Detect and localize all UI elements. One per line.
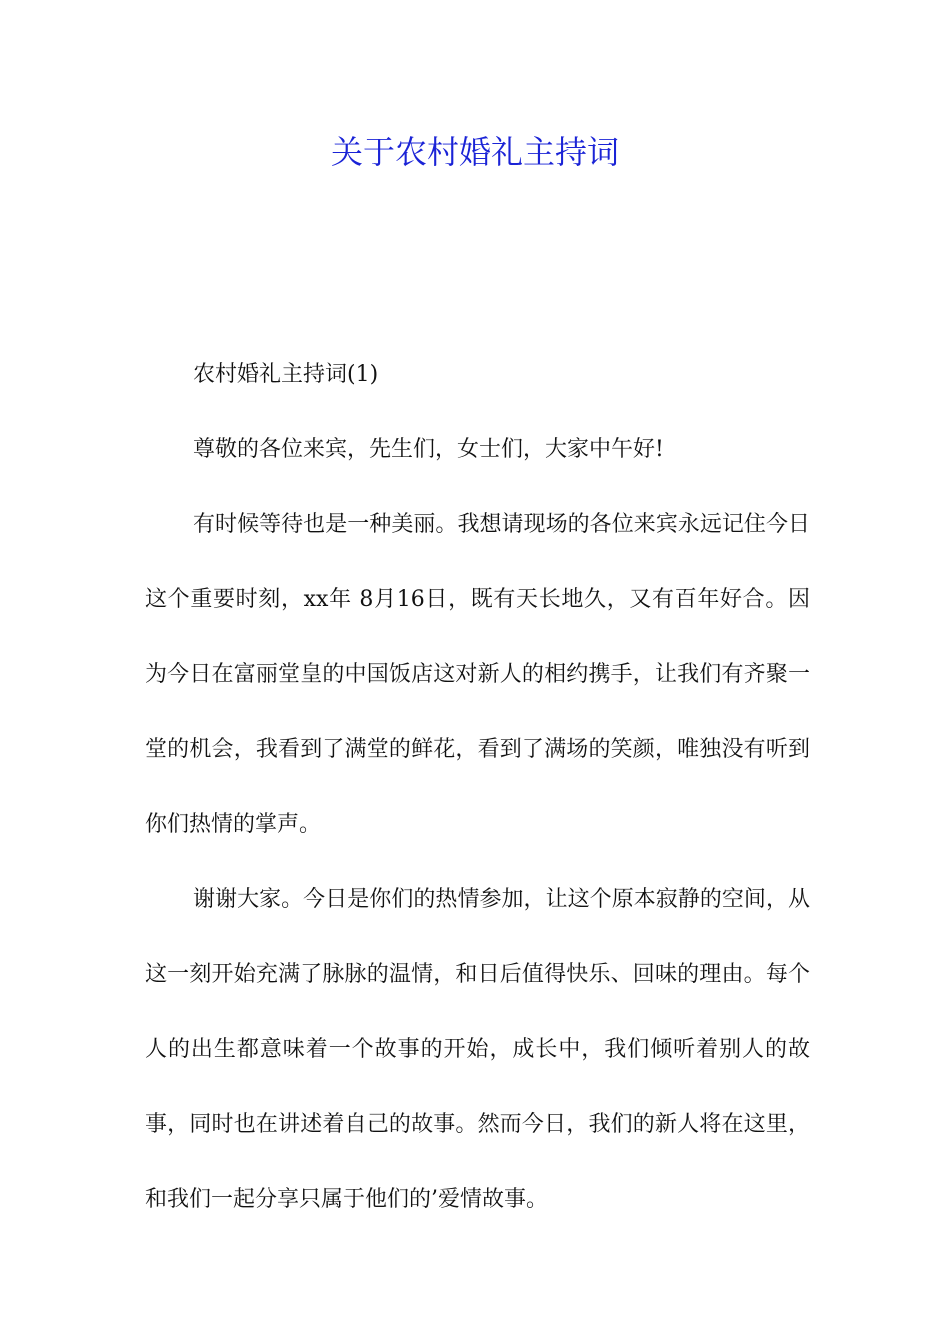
document-body (145, 337, 810, 1237)
section-heading: 农村婚礼主持词(1) (193, 362, 379, 387)
paragraph-greeting: 尊敬的各位来宾，先生们，女士们，大家中午好! (193, 437, 664, 462)
paragraph-2: 谢谢大家。今日是你们的热情参加，让这个原本寂静的空间，从这一刻开始充满了脉脉的温情，和日后值得快乐、回味的理由。每个人的出生都意味着一个故事的开始，成长中，我们倾听着别人的故事，同时也在讲述着自己的故事。然而今日，我们的新人将在这里，和我们一起分享只属于他们的’爱情故事。 (145, 887, 810, 1212)
paragraph-1: 有时候等待也是一种美丽。我想请现场的各位来宾永远记住今日这个重要时刻，xx年 8月16日，既有天长地久，又有百年好合。因为今日在富丽堂皇的中国饭店这对新人的相约携手，让我们有齐聚一堂的机会，我看到了满堂的鲜花，看到了满场的笑颜，唯独没有听到你们热情的掌声。 (145, 512, 810, 837)
document-title: 关于农村婚礼主持词 (330, 133, 619, 171)
